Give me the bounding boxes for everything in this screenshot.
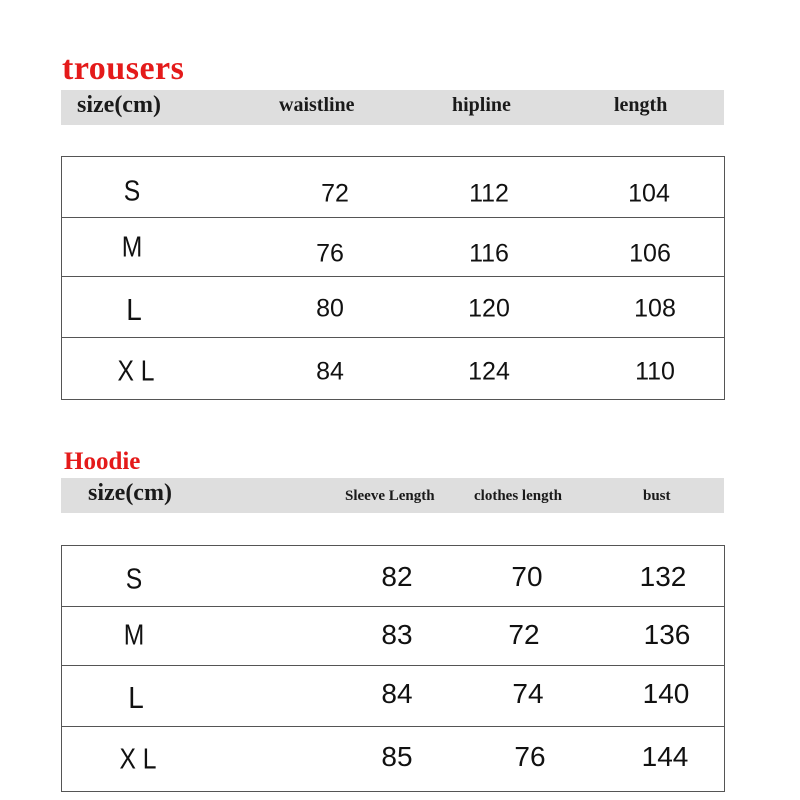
hoodie-cell-bust: 140 bbox=[642, 678, 690, 709]
trousers-cell-waistline: 72 bbox=[321, 179, 349, 208]
hoodie-cell-sleeve-length: 84 bbox=[381, 678, 413, 709]
trousers-cell-hipline: 116 bbox=[469, 239, 509, 268]
trousers-header-waistline: waistline bbox=[279, 94, 355, 116]
trousers-header-size: size(cm) bbox=[77, 92, 161, 118]
row-divider bbox=[62, 606, 724, 607]
hoodie-header-size: size(cm) bbox=[88, 480, 172, 506]
trousers-row-size: L bbox=[126, 292, 142, 327]
hoodie-header-clothes-length: clothes length bbox=[474, 488, 562, 504]
hoodie-cell-clothes-length: 76 bbox=[514, 741, 546, 772]
trousers-cell-length: 104 bbox=[628, 179, 670, 208]
hoodie-header-bar bbox=[61, 478, 724, 513]
trousers-header-hipline: hipline bbox=[452, 94, 511, 116]
hoodie-cell-clothes-length: 70 bbox=[511, 561, 543, 592]
hoodie-row-size: S bbox=[125, 563, 143, 596]
trousers-row-size: S bbox=[123, 175, 141, 208]
row-divider bbox=[62, 276, 724, 277]
trousers-row-size: X L bbox=[117, 355, 155, 388]
hoodie-row-size: X L bbox=[119, 743, 157, 776]
trousers-cell-hipline: 124 bbox=[468, 357, 510, 386]
hoodie-cell-bust: 136 bbox=[643, 619, 691, 650]
trousers-size-table bbox=[61, 156, 725, 400]
trousers-header-length: length bbox=[614, 94, 668, 116]
trousers-cell-length: 106 bbox=[629, 239, 671, 268]
trousers-cell-waistline: 76 bbox=[316, 239, 344, 268]
trousers-cell-length: 108 bbox=[634, 294, 676, 323]
hoodie-cell-sleeve-length: 85 bbox=[381, 741, 413, 772]
hoodie-title: Hoodie bbox=[64, 448, 141, 475]
hoodie-size-table bbox=[61, 545, 725, 792]
row-divider bbox=[62, 217, 724, 218]
row-divider bbox=[62, 726, 724, 727]
row-divider bbox=[62, 337, 724, 338]
hoodie-cell-clothes-length: 74 bbox=[512, 678, 544, 709]
hoodie-cell-sleeve-length: 82 bbox=[381, 561, 413, 592]
hoodie-header-sleeve-length: Sleeve Length bbox=[345, 488, 435, 504]
trousers-title: trousers bbox=[62, 50, 185, 87]
trousers-cell-hipline: 120 bbox=[468, 294, 510, 323]
hoodie-header-bust: bust bbox=[643, 488, 671, 504]
trousers-cell-length: 110 bbox=[635, 357, 675, 386]
hoodie-cell-bust: 144 bbox=[641, 741, 689, 772]
row-divider bbox=[62, 665, 724, 666]
trousers-cell-hipline: 112 bbox=[469, 179, 509, 208]
trousers-row-size: M bbox=[121, 231, 143, 264]
hoodie-row-size: L bbox=[128, 680, 144, 715]
trousers-header-bar bbox=[61, 90, 724, 125]
trousers-cell-waistline: 84 bbox=[316, 357, 344, 386]
hoodie-row-size: M bbox=[123, 619, 145, 652]
hoodie-cell-clothes-length: 72 bbox=[508, 619, 540, 650]
hoodie-cell-sleeve-length: 83 bbox=[381, 619, 413, 650]
trousers-cell-waistline: 80 bbox=[316, 294, 344, 323]
hoodie-cell-bust: 132 bbox=[639, 561, 687, 592]
